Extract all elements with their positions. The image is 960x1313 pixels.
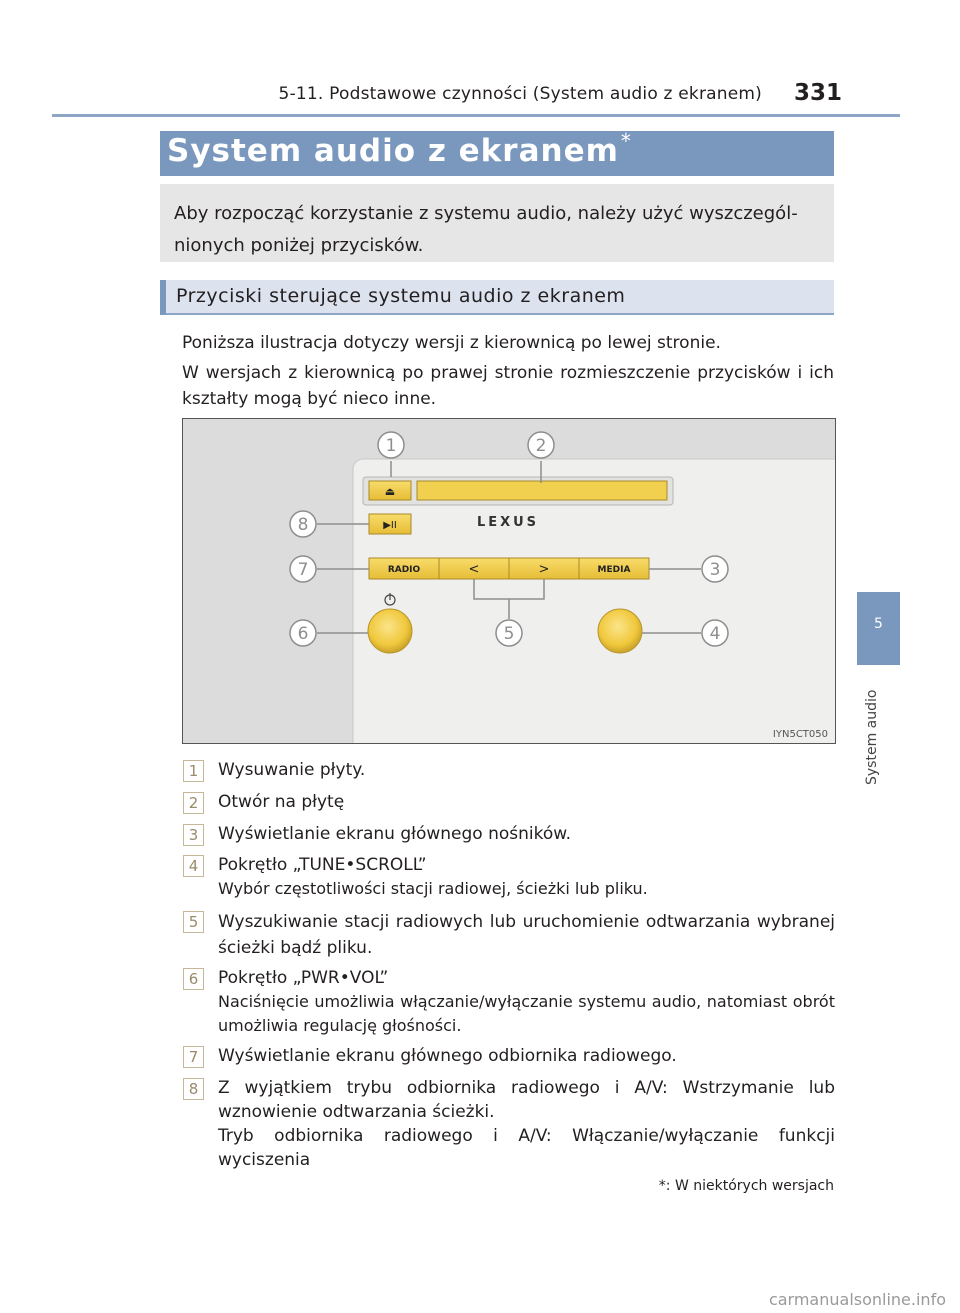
footnote: *: W niektórych wersjach	[658, 1178, 834, 1194]
tune-scroll-knob	[598, 609, 642, 653]
subtitle: Przyciski sterujące systemu audio z ekranem	[176, 285, 626, 307]
watermark: carmanualsonline.info	[768, 1290, 946, 1309]
callout-7-label: 7	[297, 560, 309, 580]
lexus-logo: LEXUS	[476, 515, 540, 530]
intro-text: Aby rozpocząć korzystanie z systemu audio, należy użyć wyszczegól-nionych poniżej przycisków.	[174, 203, 798, 256]
item-number-badge: 3	[183, 824, 204, 846]
item-subtext: Tryb odbiornika radiowego i A/V: Włączanie/wyłączanie funkcji wyciszenia	[218, 1126, 835, 1170]
list-item	[183, 966, 835, 1038]
callout-6-label: 6	[297, 624, 309, 644]
item-text: Wysuwanie płyty.	[218, 760, 366, 780]
callout-3-label: 3	[709, 560, 721, 580]
item-number-badge: 8	[183, 1078, 204, 1100]
paragraph-1: Poniższa ilustracja dotyczy wersji z kierownicą po lewej stronie.	[182, 333, 721, 353]
list-item	[183, 758, 835, 782]
chapter-label: System audio	[864, 689, 880, 785]
callout-1-label: 1	[385, 436, 397, 456]
item-text: Wyszukiwanie stacji radiowych lub uruchomienie odtwarzania wybranej ścieżki bądź pliku.	[218, 912, 835, 958]
item-number-badge: 7	[183, 1046, 204, 1068]
list-item	[183, 1044, 835, 1068]
item-text: Wyświetlanie ekranu głównego nośników.	[218, 824, 572, 844]
item-number-badge: 4	[183, 855, 204, 877]
item-text: Otwór na płytę	[218, 792, 345, 812]
list-item	[183, 1076, 835, 1172]
title-text: System audio z ekranem	[167, 133, 619, 169]
item-number-badge: 2	[183, 792, 204, 814]
callout-5-label: 5	[503, 624, 515, 644]
item-number-badge: 6	[183, 968, 204, 990]
list-item	[183, 822, 835, 846]
figure-code: IYN5CT050	[772, 729, 828, 740]
media-button-label: MEDIA	[597, 565, 631, 575]
header-rule	[52, 114, 900, 117]
item-text: Z wyjątkiem trybu odbiornika radiowego i A/V: Wstrzymanie lub wznowienie odtwarzania ścieżki.	[218, 1078, 835, 1122]
title-footnote-marker: *	[620, 129, 632, 153]
audio-panel-illustration	[182, 418, 836, 744]
paragraph-2: W wersjach z kierownicą po prawej stronie rozmieszczenie przycisków i ich kształty mogą być nieco inne.	[182, 363, 834, 409]
list-item	[183, 909, 835, 961]
prev-icon: <	[468, 562, 480, 577]
eject-icon: ⏏	[384, 485, 396, 498]
subtitle-accent	[160, 280, 166, 315]
callout-2-label: 2	[535, 436, 547, 456]
disc-slot	[417, 481, 667, 500]
next-icon: >	[538, 562, 550, 577]
callout-4-label: 4	[709, 624, 721, 644]
item-text: Pokrętło „PWR•VOL”	[218, 968, 389, 988]
chapter-label-wrapper	[856, 675, 884, 785]
item-subtext: Naciśnięcie umożliwia włączanie/wyłączanie systemu audio, natomiast obrót umożliwia regulację głośności.	[218, 992, 835, 1035]
audio-panel-svg	[183, 419, 835, 743]
list-item	[183, 790, 835, 814]
page-title	[167, 129, 632, 169]
play-pause-icon: ▶II	[383, 520, 397, 531]
item-subtext: Wybór częstotliwości stacji radiowej, ścieżki lub pliku.	[218, 879, 648, 898]
item-number-badge: 5	[183, 911, 204, 933]
radio-button-label: RADIO	[387, 565, 421, 575]
header-section-title: 5-11. Podstawowe czynności (System audio z ekranem)	[278, 84, 762, 104]
chapter-number: 5	[874, 616, 883, 632]
callout-8-label: 8	[297, 515, 309, 535]
pwr-vol-knob	[368, 609, 412, 653]
list-item	[183, 853, 835, 901]
item-text: Wyświetlanie ekranu głównego odbiornika radiowego.	[218, 1046, 677, 1066]
page-number: 331	[793, 80, 842, 106]
item-text: Pokrętło „TUNE•SCROLL”	[218, 855, 427, 875]
item-number-badge: 1	[183, 760, 204, 782]
